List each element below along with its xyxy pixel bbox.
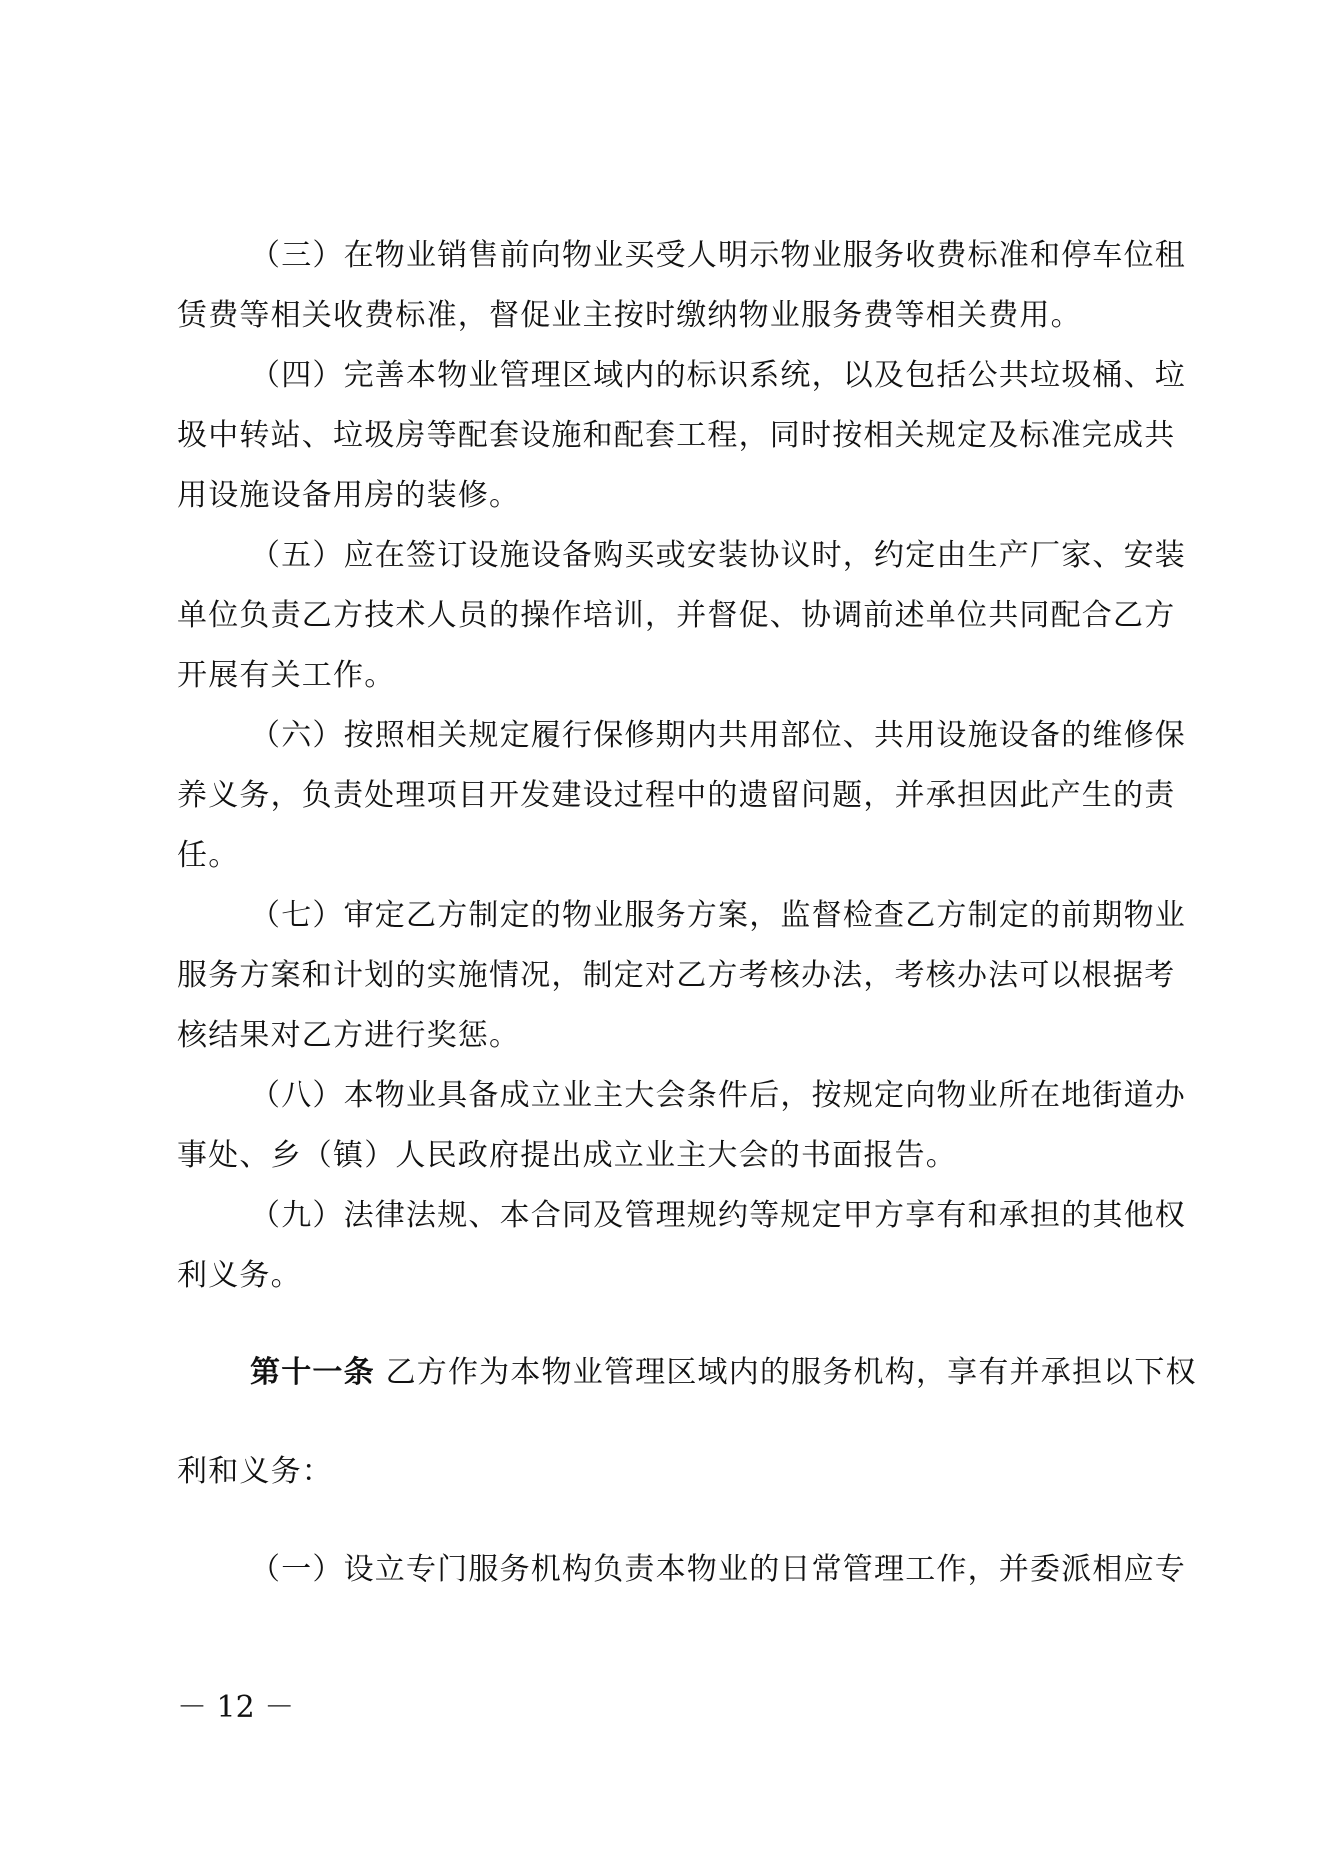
article-11-line-2: 利和义务：	[177, 1454, 333, 1489]
paragraph-4-line-2: 圾中转站、垃圾房等配套设施和配套工程，同时按相关规定及标准完成共	[177, 418, 1176, 453]
article-heading: 第十一条	[250, 1355, 375, 1390]
subsection-1-line-1: （一）设立专门服务机构负责本物业的日常管理工作，并委派相应专	[250, 1552, 1186, 1587]
paragraph-8-line-2: 事处、乡（镇）人民政府提出成立业主大会的书面报告。	[177, 1138, 957, 1173]
paragraph-9-line-2: 利义务。	[177, 1258, 302, 1293]
paragraph-8-line-1: （八）本物业具备成立业主大会条件后，按规定向物业所在地街道办	[250, 1078, 1186, 1113]
paragraph-7-line-3: 核结果对乙方进行奖惩。	[177, 1018, 521, 1053]
paragraph-4-line-3: 用设施设备用房的装修。	[177, 478, 521, 513]
paragraph-7-line-1: （七）审定乙方制定的物业服务方案，监督检查乙方制定的前期物业	[250, 898, 1186, 933]
article-text: 乙方作为本物业管理区域内的服务机构，享有并承担以下权	[385, 1355, 1197, 1390]
paragraph-5-line-2: 单位负责乙方技术人员的操作培训，并督促、协调前述单位共同配合乙方	[177, 598, 1176, 633]
paragraph-3-line-2: 赁费等相关收费标准，督促业主按时缴纳物业服务费等相关费用。	[177, 298, 1082, 333]
page-number: － 12 －	[177, 1690, 295, 1725]
paragraph-6-line-2: 养义务，负责处理项目开发建设过程中的遗留问题，并承担因此产生的责	[177, 778, 1176, 813]
paragraph-6-line-3: 任。	[177, 838, 240, 873]
paragraph-7-line-2: 服务方案和计划的实施情况，制定对乙方考核办法，考核办法可以根据考	[177, 958, 1176, 993]
article-11-line-1	[250, 1353, 1197, 1393]
paragraph-9-line-1: （九）法律法规、本合同及管理规约等规定甲方享有和承担的其他权	[250, 1198, 1186, 1233]
paragraph-5-line-3: 开展有关工作。	[177, 658, 396, 693]
paragraph-4-line-1: （四）完善本物业管理区域内的标识系统，以及包括公共垃圾桶、垃	[250, 358, 1186, 393]
paragraph-5-line-1: （五）应在签订设施设备购买或安装协议时，约定由生产厂家、安装	[250, 538, 1186, 573]
paragraph-6-line-1: （六）按照相关规定履行保修期内共用部位、共用设施设备的维修保	[250, 718, 1186, 753]
paragraph-3-line-1: （三）在物业销售前向物业买受人明示物业服务收费标准和停车位租	[250, 238, 1186, 273]
